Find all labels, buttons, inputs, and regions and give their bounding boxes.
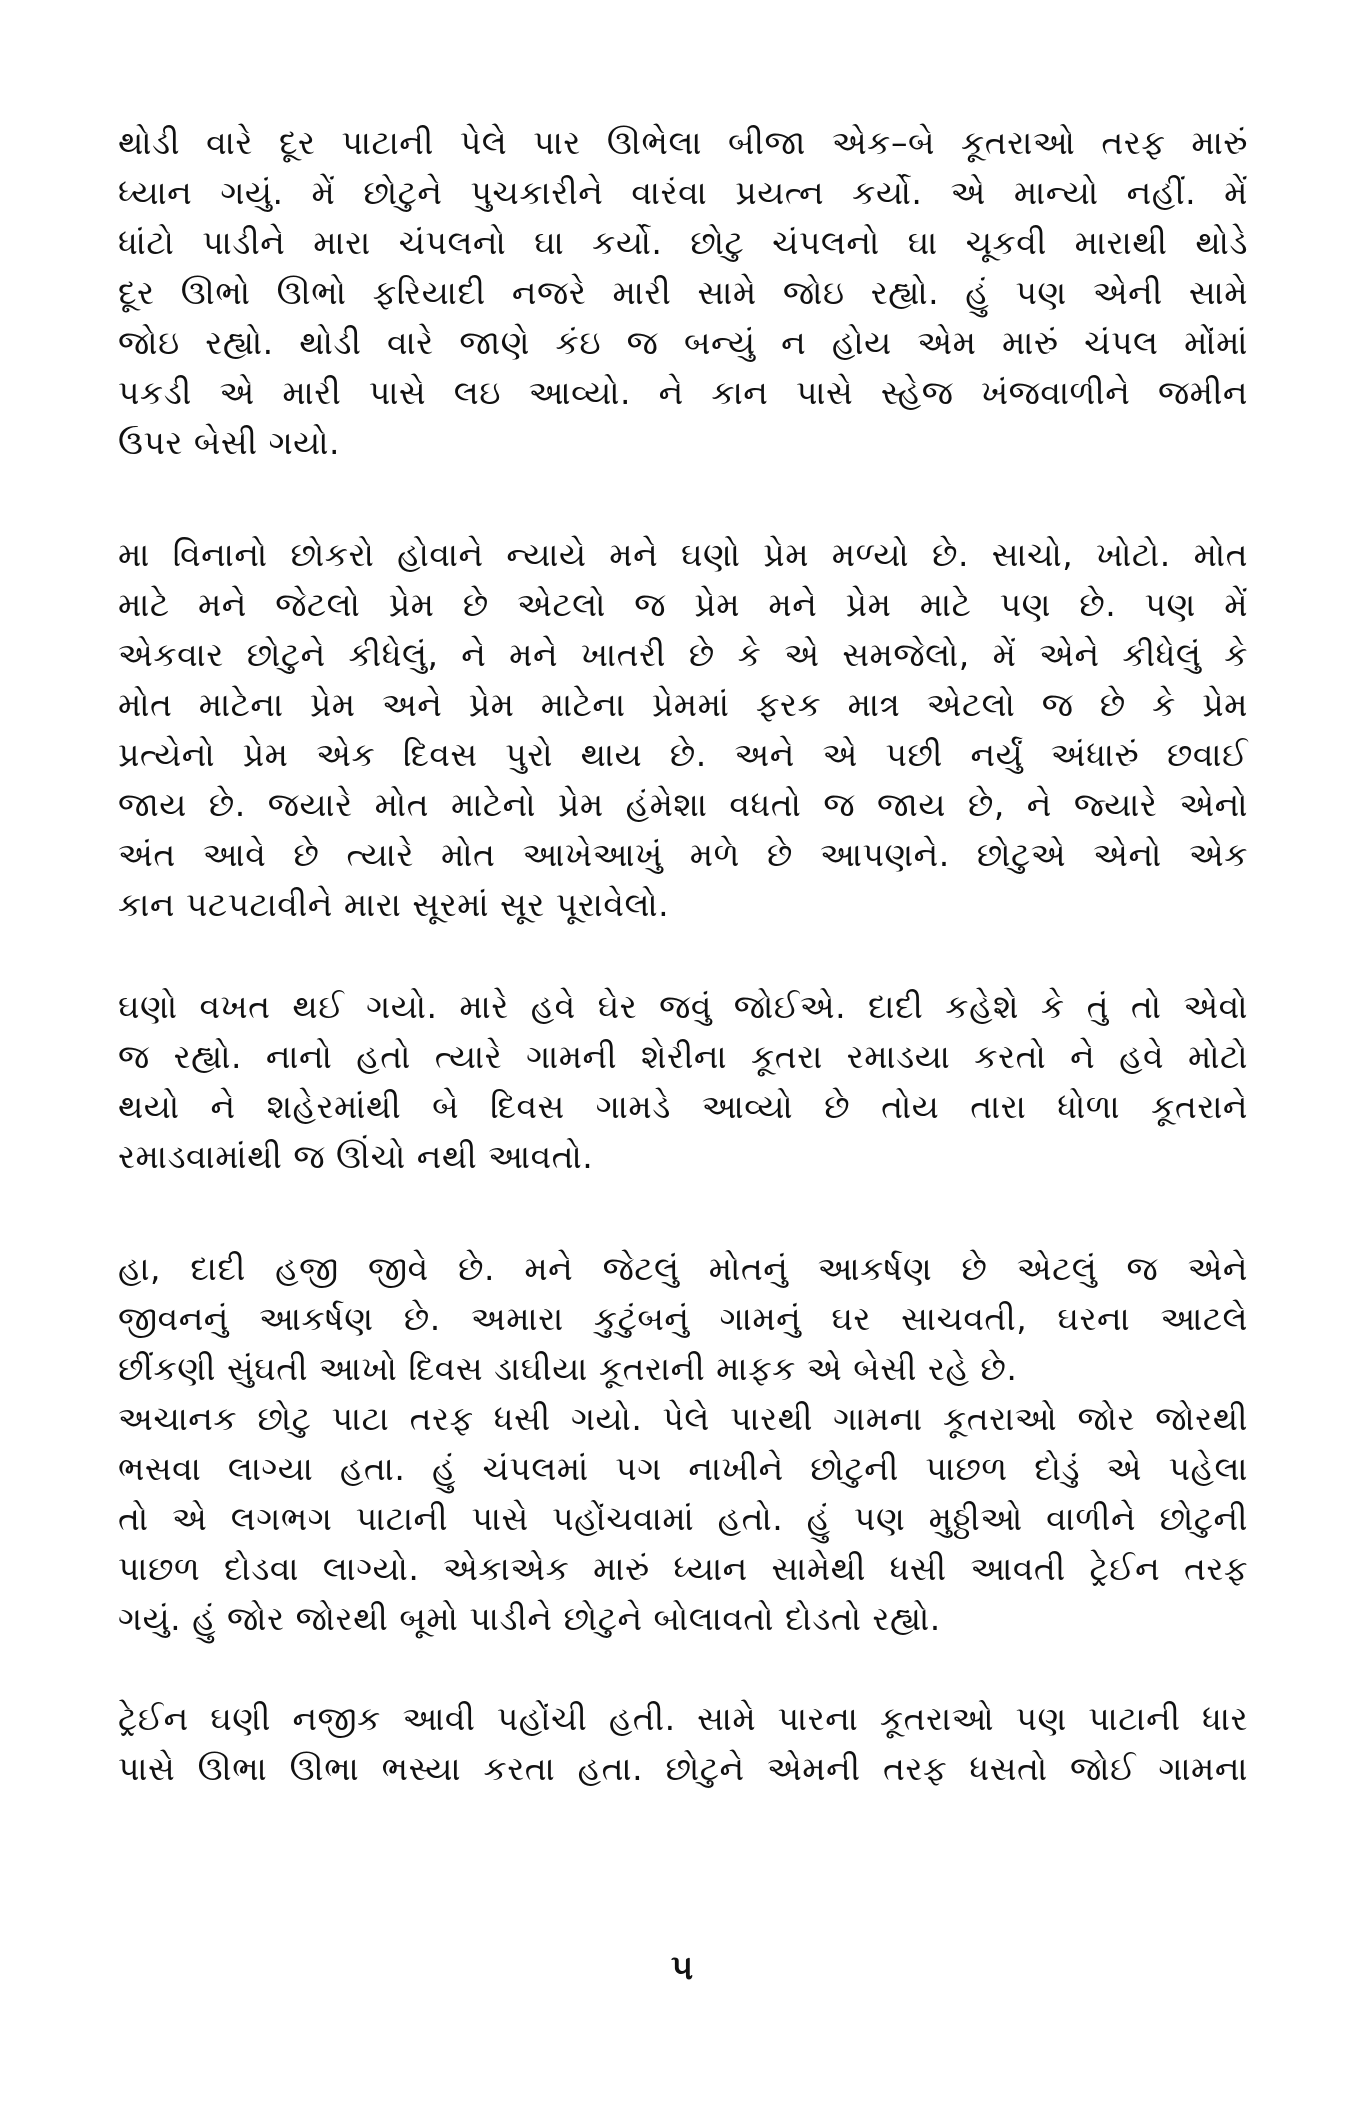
paragraph-5: [118, 1394, 1248, 1644]
text-line: જાય છે. જયારે મોત માટેનો પ્રેમ હંમેશા વધતો જ જાય છે, ને જ્યારે એનો: [118, 785, 1248, 824]
page-body: [118, 118, 1248, 1794]
paragraph-1: [118, 118, 1248, 468]
text-line: કાન પટપટાવીને મારા સૂરમાં સૂર પૂરાવેલો.: [118, 885, 670, 924]
text-line: ગયું. હું જોર જોરથી બૂમો પાડીને છોટુને બોલાવતો દોડતો રહ્યો.: [118, 1599, 941, 1638]
text-line: ભસવા લાગ્યા હતા. હું ચંપલમાં પગ નાખીને છોટુની પાછળ દોડું એ પહેલા: [118, 1449, 1248, 1488]
text-line: થયો ને શહેરમાંથી બે દિવસ ગામડે આવ્યો છે તોય તારા ધોળા કૂતરાને: [118, 1087, 1248, 1126]
text-line: દૂર ઊભો ઊભો ફરિયાદી નજરે મારી સામે જોઇ રહ્યો. હું પણ એની સામે: [118, 273, 1248, 312]
text-line: અચાનક છોટુ પાટા તરફ ધસી ગયો. પેલે પારથી ગામના કૂતરાઓ જોર જોરથી: [118, 1399, 1248, 1438]
text-line: મા વિનાનો છોકરો હોવાને ન્યાયે મને ઘણો પ્રેમ મળ્યો છે. સાચો, ખોટો. મોત: [118, 535, 1248, 574]
paragraph-2: [118, 530, 1248, 930]
text-line: પાછળ દોડવા લાગ્યો. એકાએક મારું ધ્યાન સામેથી ધસી આવતી ટ્રેઈન તરફ: [118, 1549, 1248, 1588]
paragraph-4: [118, 1244, 1248, 1394]
text-line: તો એ લગભગ પાટાની પાસે પહોંચવામાં હતો. હું પણ મુઠ્ઠીઓ વાળીને છોટુની: [118, 1499, 1248, 1538]
paragraph-3: [118, 982, 1248, 1182]
text-line: થોડી વારે દૂર પાટાની પેલે પાર ઊભેલા બીજા એક–બે કૂતરાઓ તરફ મારું: [118, 123, 1248, 162]
text-line: જ રહ્યો. નાનો હતો ત્યારે ગામની શેરીના કૂતરા રમાડયા કરતો ને હવે મોટો: [118, 1037, 1248, 1076]
text-line: જીવનનું આકર્ષણ છે. અમારા કુટુંબનું ગામનું ઘર સાચવતી, ઘરના આટલે: [118, 1299, 1248, 1338]
text-line: ધાંટો પાડીને મારા ચંપલનો ઘા કર્યો. છોટુ ચંપલનો ઘા ચૂકવી મારાથી થોડે: [118, 223, 1248, 262]
text-line: ઘણો વખત થઈ ગયો. મારે હવે ઘેર જવું જોઈએ. દાદી કહેશે કે તું તો એવો: [118, 987, 1248, 1026]
text-line: પ્રત્યેનો પ્રેમ એક દિવસ પુરો થાય છે. અને એ પછી નર્યું અંધારું છવાઈ: [118, 735, 1248, 774]
text-line: અંત આવે છે ત્યારે મોત આખેઆખું મળે છે આપણને. છોટુએ એનો એક: [118, 835, 1248, 874]
text-line: મોત માટેના પ્રેમ અને પ્રેમ માટેના પ્રેમમાં ફરક માત્ર એટલો જ છે કે પ્રેમ: [118, 685, 1248, 724]
paragraph-6: [118, 1694, 1248, 1794]
text-line: ઉપર બેસી ગયો.: [118, 423, 340, 462]
text-line: પકડી એ મારી પાસે લઇ આવ્યો. ને કાન પાસે સ્હેજ ખંજવાળીને જમીન: [118, 373, 1248, 412]
text-line: ધ્યાન ગયું. મેં છોટુને પુચકારીને વારંવા પ્રયત્ન કર્યો. એ માન્યો નહીં. મેં: [118, 173, 1248, 212]
text-line: એકવાર છોટુને કીધેલું, ને મને ખાતરી છે કે એ સમજેલો, મેં એને કીધેલું કે: [118, 635, 1248, 674]
page-number: ૫: [670, 1948, 694, 1988]
text-line: છીંકણી સુંઘતી આખો દિવસ ડાઘીયા કૂતરાની માફક એ બેસી રહે છે.: [118, 1349, 1018, 1388]
text-line: હા, દાદી હજી જીવે છે. મને જેટલું મોતનું આકર્ષણ છે એટલું જ એને: [118, 1249, 1248, 1288]
text-line: માટે મને જેટલો પ્રેમ છે એટલો જ પ્રેમ મને પ્રેમ માટે પણ છે. પણ મેં: [118, 585, 1248, 624]
text-line: પાસે ઊભા ઊભા ભસ્યા કરતા હતા. છોટુને એમની તરફ ધસતો જોઈ ગામના: [118, 1749, 1248, 1788]
text-line: રમાડવામાંથી જ ઊંચો નથી આવતો.: [118, 1137, 594, 1176]
text-line: જોઇ રહ્યો. થોડી વારે જાણે કંઇ જ બન્યું ન હોય એમ મારું ચંપલ મોંમાં: [118, 323, 1248, 362]
text-line: ટ્રેઈન ઘણી નજીક આવી પહોંચી હતી. સામે પારના કૂતરાઓ પણ પાટાની ધાર: [118, 1699, 1248, 1738]
